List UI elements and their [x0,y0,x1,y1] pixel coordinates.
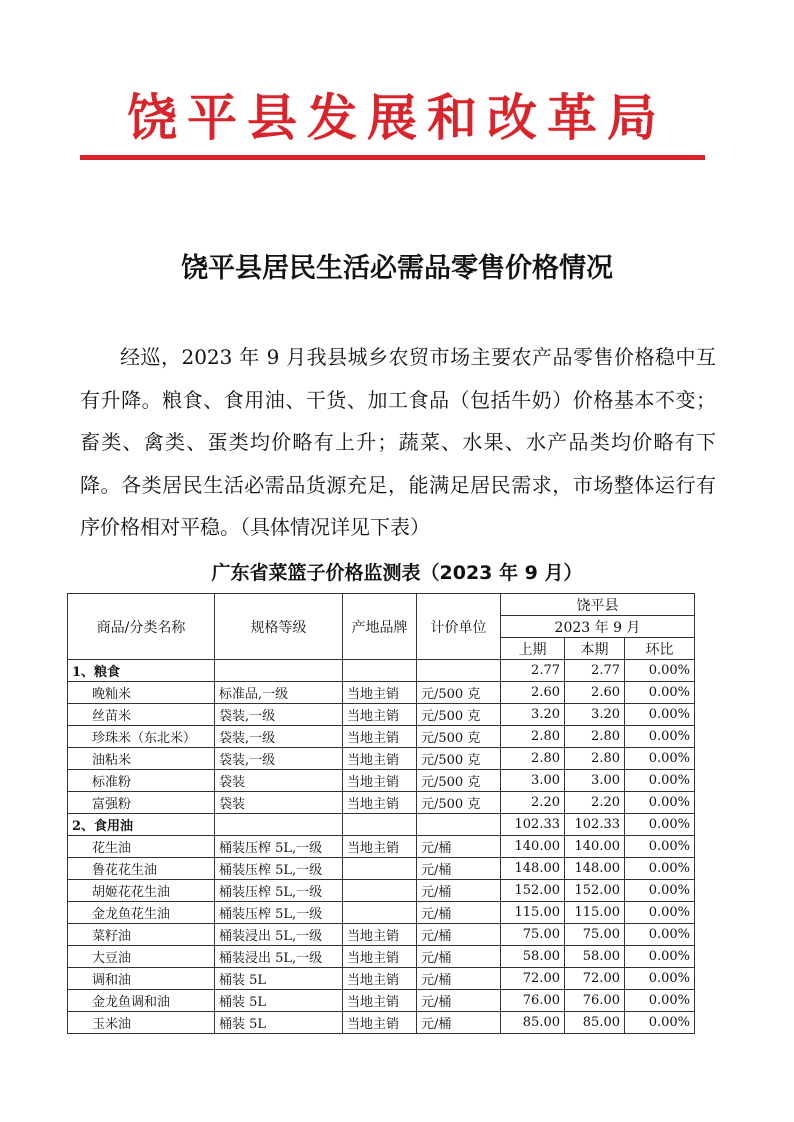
cell-curr: 148.00 [565,858,625,880]
cell-curr: 140.00 [565,836,625,858]
table-row [68,704,695,726]
cell-ratio: 0.00% [625,836,695,858]
cell-unit: 元/500 克 [417,682,501,704]
cell-prev: 2.20 [501,792,565,814]
cell-origin [343,814,417,836]
cell-unit: 元/500 克 [417,792,501,814]
document-title: 饶平县居民生活必需品零售价格情况 [181,253,613,284]
table-row [68,682,695,704]
cell-spec: 桶装浸出 5L,一级 [215,946,343,968]
table-row [68,968,695,990]
cell-name: 2、食用油 [68,814,215,836]
cell-origin: 当地主销 [343,924,417,946]
letterhead-title: 饶平县发展和改革局 [127,88,667,147]
header-unit: 计价单位 [417,594,501,660]
cell-origin: 当地主销 [343,726,417,748]
cell-prev: 2.77 [501,660,565,682]
cell-unit: 元/桶 [417,902,501,924]
cell-origin: 当地主销 [343,990,417,1012]
cell-spec: 袋装 [215,770,343,792]
cell-unit: 元/桶 [417,836,501,858]
cell-spec: 桶装压榨 5L,一级 [215,880,343,902]
table-row [68,770,695,792]
cell-prev: 140.00 [501,836,565,858]
cell-curr: 72.00 [565,968,625,990]
cell-name: 1、粮食 [68,660,215,682]
cell-origin: 当地主销 [343,704,417,726]
cell-spec [215,814,343,836]
cell-origin: 当地主销 [343,682,417,704]
header-curr: 本期 [565,638,625,660]
cell-name: 玉米油 [68,1012,215,1034]
cell-origin: 当地主销 [343,748,417,770]
cell-curr: 3.20 [565,704,625,726]
cell-spec: 桶装 5L [215,968,343,990]
cell-prev: 2.80 [501,726,565,748]
cell-curr: 2.60 [565,682,625,704]
table-row [68,748,695,770]
cell-name: 花生油 [68,836,215,858]
header-region: 饶平县 [501,594,695,616]
cell-origin [343,902,417,924]
cell-prev: 75.00 [501,924,565,946]
cell-unit: 元/桶 [417,1012,501,1034]
cell-curr: 102.33 [565,814,625,836]
cell-unit: 元/桶 [417,924,501,946]
cell-ratio: 0.00% [625,968,695,990]
cell-ratio: 0.00% [625,924,695,946]
table-row [68,990,695,1012]
cell-spec: 桶装压榨 5L,一级 [215,902,343,924]
cell-unit: 元/500 克 [417,770,501,792]
cell-unit: 元/500 克 [417,726,501,748]
cell-name: 珍珠米（东北米） [68,726,215,748]
cell-ratio: 0.00% [625,682,695,704]
cell-spec [215,660,343,682]
cell-origin [343,660,417,682]
cell-name: 胡姬花花生油 [68,880,215,902]
cell-prev: 2.80 [501,748,565,770]
header-name: 商品/分类名称 [68,594,215,660]
cell-spec: 桶装浸出 5L,一级 [215,924,343,946]
cell-unit [417,660,501,682]
table-row [68,1012,695,1034]
cell-prev: 148.00 [501,858,565,880]
cell-unit: 元/500 克 [417,748,501,770]
letterhead-rule [80,155,705,160]
cell-ratio: 0.00% [625,704,695,726]
cell-ratio: 0.00% [625,946,695,968]
header-spec: 规格等级 [215,594,343,660]
cell-prev: 85.00 [501,1012,565,1034]
table-row [68,726,695,748]
table-row [68,792,695,814]
cell-ratio: 0.00% [625,814,695,836]
category-row [68,814,695,836]
cell-spec: 桶装压榨 5L,一级 [215,858,343,880]
table-row [68,924,695,946]
cell-prev: 76.00 [501,990,565,1012]
cell-origin [343,858,417,880]
cell-curr: 2.77 [565,660,625,682]
category-row [68,660,695,682]
cell-prev: 72.00 [501,968,565,990]
cell-name: 大豆油 [68,946,215,968]
table-title: 广东省菜篮子价格监测表（2023 年 9 月） [211,562,583,584]
cell-prev: 152.00 [501,880,565,902]
cell-prev: 102.33 [501,814,565,836]
cell-curr: 3.00 [565,770,625,792]
table-row [68,858,695,880]
cell-ratio: 0.00% [625,858,695,880]
cell-prev: 2.60 [501,682,565,704]
cell-origin: 当地主销 [343,770,417,792]
cell-ratio: 0.00% [625,770,695,792]
header-ratio: 环比 [625,638,695,660]
body-paragraph: 经巡，2023 年 9 月我县城乡农贸市场主要农产品零售价格稳中互有升降。粮食、食用油、干货、加工食品（包括牛奶）价格基本不变；畜类、禽类、蛋类均价略有上升；蔬菜、水果、水产品类均价略有下降。各类居民生活必需品货源充足，能满足居民需求，市场整体运行有序价格相对平稳。（具体情况详见下表） [80,345,716,539]
cell-spec: 桶装压榨 5L,一级 [215,836,343,858]
cell-name: 丝苗米 [68,704,215,726]
cell-prev: 3.20 [501,704,565,726]
cell-ratio: 0.00% [625,880,695,902]
cell-ratio: 0.00% [625,792,695,814]
price-table [67,593,695,1034]
table-row [68,836,695,858]
cell-name: 金龙鱼调和油 [68,990,215,1012]
cell-unit: 元/500 克 [417,704,501,726]
cell-unit [417,814,501,836]
cell-name: 鲁花花生油 [68,858,215,880]
cell-origin: 当地主销 [343,792,417,814]
header-prev: 上期 [501,638,565,660]
cell-ratio: 0.00% [625,990,695,1012]
cell-name: 菜籽油 [68,924,215,946]
cell-curr: 85.00 [565,1012,625,1034]
cell-name: 富强粉 [68,792,215,814]
cell-unit: 元/桶 [417,990,501,1012]
cell-curr: 76.00 [565,990,625,1012]
table-row [68,880,695,902]
cell-curr: 58.00 [565,946,625,968]
cell-name: 晚籼米 [68,682,215,704]
cell-ratio: 0.00% [625,660,695,682]
cell-ratio: 0.00% [625,748,695,770]
cell-curr: 2.20 [565,792,625,814]
cell-spec: 袋装,一级 [215,748,343,770]
cell-unit: 元/桶 [417,968,501,990]
header-period: 2023 年 9 月 [501,616,695,638]
cell-origin: 当地主销 [343,946,417,968]
cell-prev: 58.00 [501,946,565,968]
cell-origin: 当地主销 [343,836,417,858]
cell-curr: 152.00 [565,880,625,902]
table-row [68,902,695,924]
cell-spec: 桶装 5L [215,1012,343,1034]
header-origin: 产地品牌 [343,594,417,660]
cell-curr: 115.00 [565,902,625,924]
cell-origin [343,880,417,902]
cell-spec: 袋装 [215,792,343,814]
cell-ratio: 0.00% [625,726,695,748]
cell-name: 金龙鱼花生油 [68,902,215,924]
table-row [68,946,695,968]
cell-curr: 2.80 [565,748,625,770]
cell-origin: 当地主销 [343,1012,417,1034]
cell-name: 油粘米 [68,748,215,770]
cell-unit: 元/桶 [417,946,501,968]
cell-prev: 115.00 [501,902,565,924]
cell-name: 标准粉 [68,770,215,792]
cell-spec: 袋装,一级 [215,704,343,726]
cell-spec: 桶装 5L [215,990,343,1012]
cell-ratio: 0.00% [625,1012,695,1034]
cell-spec: 袋装,一级 [215,726,343,748]
cell-ratio: 0.00% [625,902,695,924]
cell-unit: 元/桶 [417,858,501,880]
cell-origin: 当地主销 [343,968,417,990]
cell-prev: 3.00 [501,770,565,792]
table-body [68,660,695,1034]
cell-unit: 元/桶 [417,880,501,902]
cell-spec: 标准品,一级 [215,682,343,704]
cell-name: 调和油 [68,968,215,990]
cell-curr: 75.00 [565,924,625,946]
cell-curr: 2.80 [565,726,625,748]
